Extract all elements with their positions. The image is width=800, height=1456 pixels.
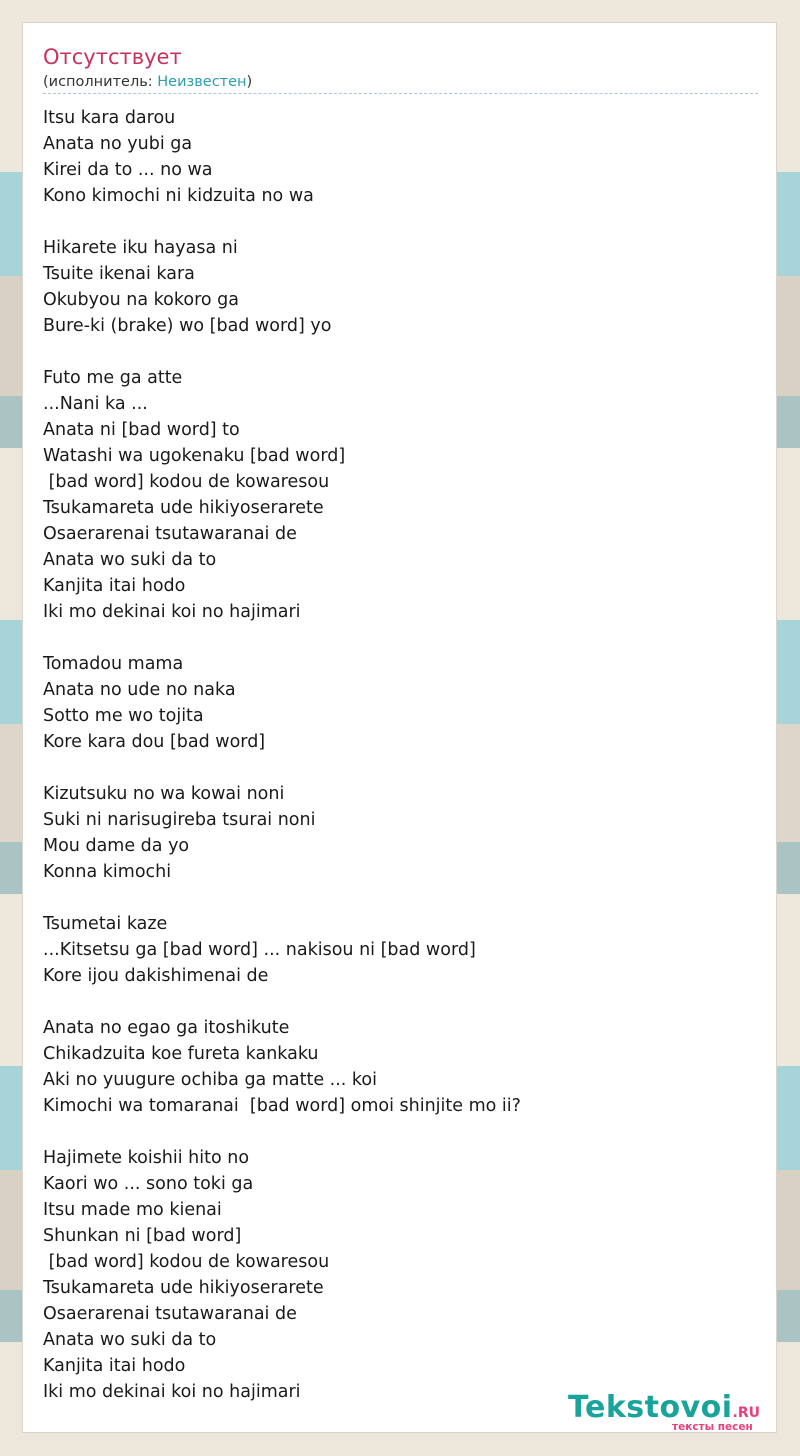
- lyric-line: [43, 885, 758, 911]
- lyric-line: Kirei da to ... no wa: [43, 160, 213, 180]
- lyric-line: Tsumetai kaze: [43, 914, 168, 934]
- lyric-line: Itsu made mo kienai: [43, 1200, 222, 1220]
- lyric-line: [43, 209, 758, 235]
- lyric-line: [43, 755, 758, 781]
- lyric-line: Anata no yubi ga: [43, 134, 193, 154]
- logo-tld: .RU: [732, 1405, 761, 1421]
- artist-line: [43, 72, 252, 92]
- lyric-line: [43, 989, 758, 1015]
- lyric-line: Anata ni [bad word] to: [43, 420, 240, 440]
- lyric-line: Futo me ga atte: [43, 368, 183, 388]
- lyric-line: Konna kimochi: [43, 862, 172, 882]
- lyric-line: Osaerarenai tsutawaranai de: [43, 524, 297, 544]
- lyric-line: Kore ijou dakishimenai de: [43, 966, 269, 986]
- lyric-line: Chikadzuita koe fureta kankaku: [43, 1044, 319, 1064]
- lyric-line: Anata wo suki da to: [43, 1330, 217, 1350]
- lyric-line: Okubyou na kokoro ga: [43, 290, 240, 310]
- lyric-line: Tomadou mama: [43, 654, 184, 674]
- lyric-line: Osaerarenai tsutawaranai de: [43, 1304, 297, 1324]
- lyric-line: Kanjita itai hodo: [43, 1356, 186, 1376]
- lyric-line: [43, 339, 758, 365]
- artist-link[interactable]: Неизвестен: [157, 74, 247, 90]
- lyric-line: Watashi wa ugokenaku [bad word]: [43, 446, 346, 466]
- site-logo[interactable]: [568, 1390, 773, 1434]
- lyric-line: Tsukamareta ude hikiyoserarete: [43, 1278, 324, 1298]
- lyric-line: Aki no yuugure ochiba ga matte ... koi: [43, 1070, 377, 1090]
- lyric-line: Kimochi wa tomaranai [bad word] omoi shinjite mo ii?: [43, 1096, 521, 1116]
- lyric-line: Iki mo dekinai koi no hajimari: [43, 602, 301, 622]
- lyric-line: Hikarete iku hayasa ni: [43, 238, 238, 258]
- lyrics-card: [22, 22, 777, 1433]
- artist-prefix: (исполнитель:: [43, 74, 158, 90]
- lyric-line: [43, 625, 758, 651]
- song-title: Отсутствует: [43, 45, 182, 69]
- lyric-line: Mou dame da yo: [43, 836, 190, 856]
- lyric-line: Anata no ude no naka: [43, 680, 236, 700]
- lyric-line: Kore kara dou [bad word]: [43, 732, 266, 752]
- lyrics-text: [43, 105, 758, 1405]
- lyric-line: Tsuite ikenai kara: [43, 264, 195, 284]
- lyric-line: Tsukamareta ude hikiyoserarete: [43, 498, 324, 518]
- lyric-line: Iki mo dekinai koi no hajimari: [43, 1382, 301, 1402]
- logo-tagline: тексты песен: [672, 1421, 753, 1433]
- lyric-line: [43, 1119, 758, 1145]
- lyric-line: ...Nani ka ...: [43, 394, 148, 414]
- lyric-line: Kanjita itai hodo: [43, 576, 186, 596]
- lyric-line: Anata no egao ga itoshikute: [43, 1018, 290, 1038]
- lyric-line: Suki ni narisugireba tsurai noni: [43, 810, 316, 830]
- lyric-line: ...Kitsetsu ga [bad word] ... nakisou ni [bad word]: [43, 940, 476, 960]
- lyric-line: Shunkan ni [bad word]: [43, 1226, 242, 1246]
- lyric-line: Itsu kara darou: [43, 108, 176, 128]
- lyric-line: Sotto me wo tojita: [43, 706, 204, 726]
- lyric-line: Anata wo suki da to: [43, 550, 217, 570]
- lyric-line: [bad word] kodou de kowaresou: [43, 1252, 330, 1272]
- artist-suffix: ): [246, 74, 253, 90]
- title-divider: [43, 93, 758, 94]
- lyric-line: Hajimete koishii hito no: [43, 1148, 250, 1168]
- lyric-line: [bad word] kodou de kowaresou: [43, 472, 330, 492]
- lyric-line: Kaori wo ... sono toki ga: [43, 1174, 254, 1194]
- logo-name: Tekstovoi: [568, 1390, 733, 1425]
- lyric-line: Kono kimochi ni kidzuita no wa: [43, 186, 314, 206]
- lyric-line: Bure-ki (brake) wo [bad word] yo: [43, 316, 332, 336]
- lyric-line: Kizutsuku no wa kowai noni: [43, 784, 285, 804]
